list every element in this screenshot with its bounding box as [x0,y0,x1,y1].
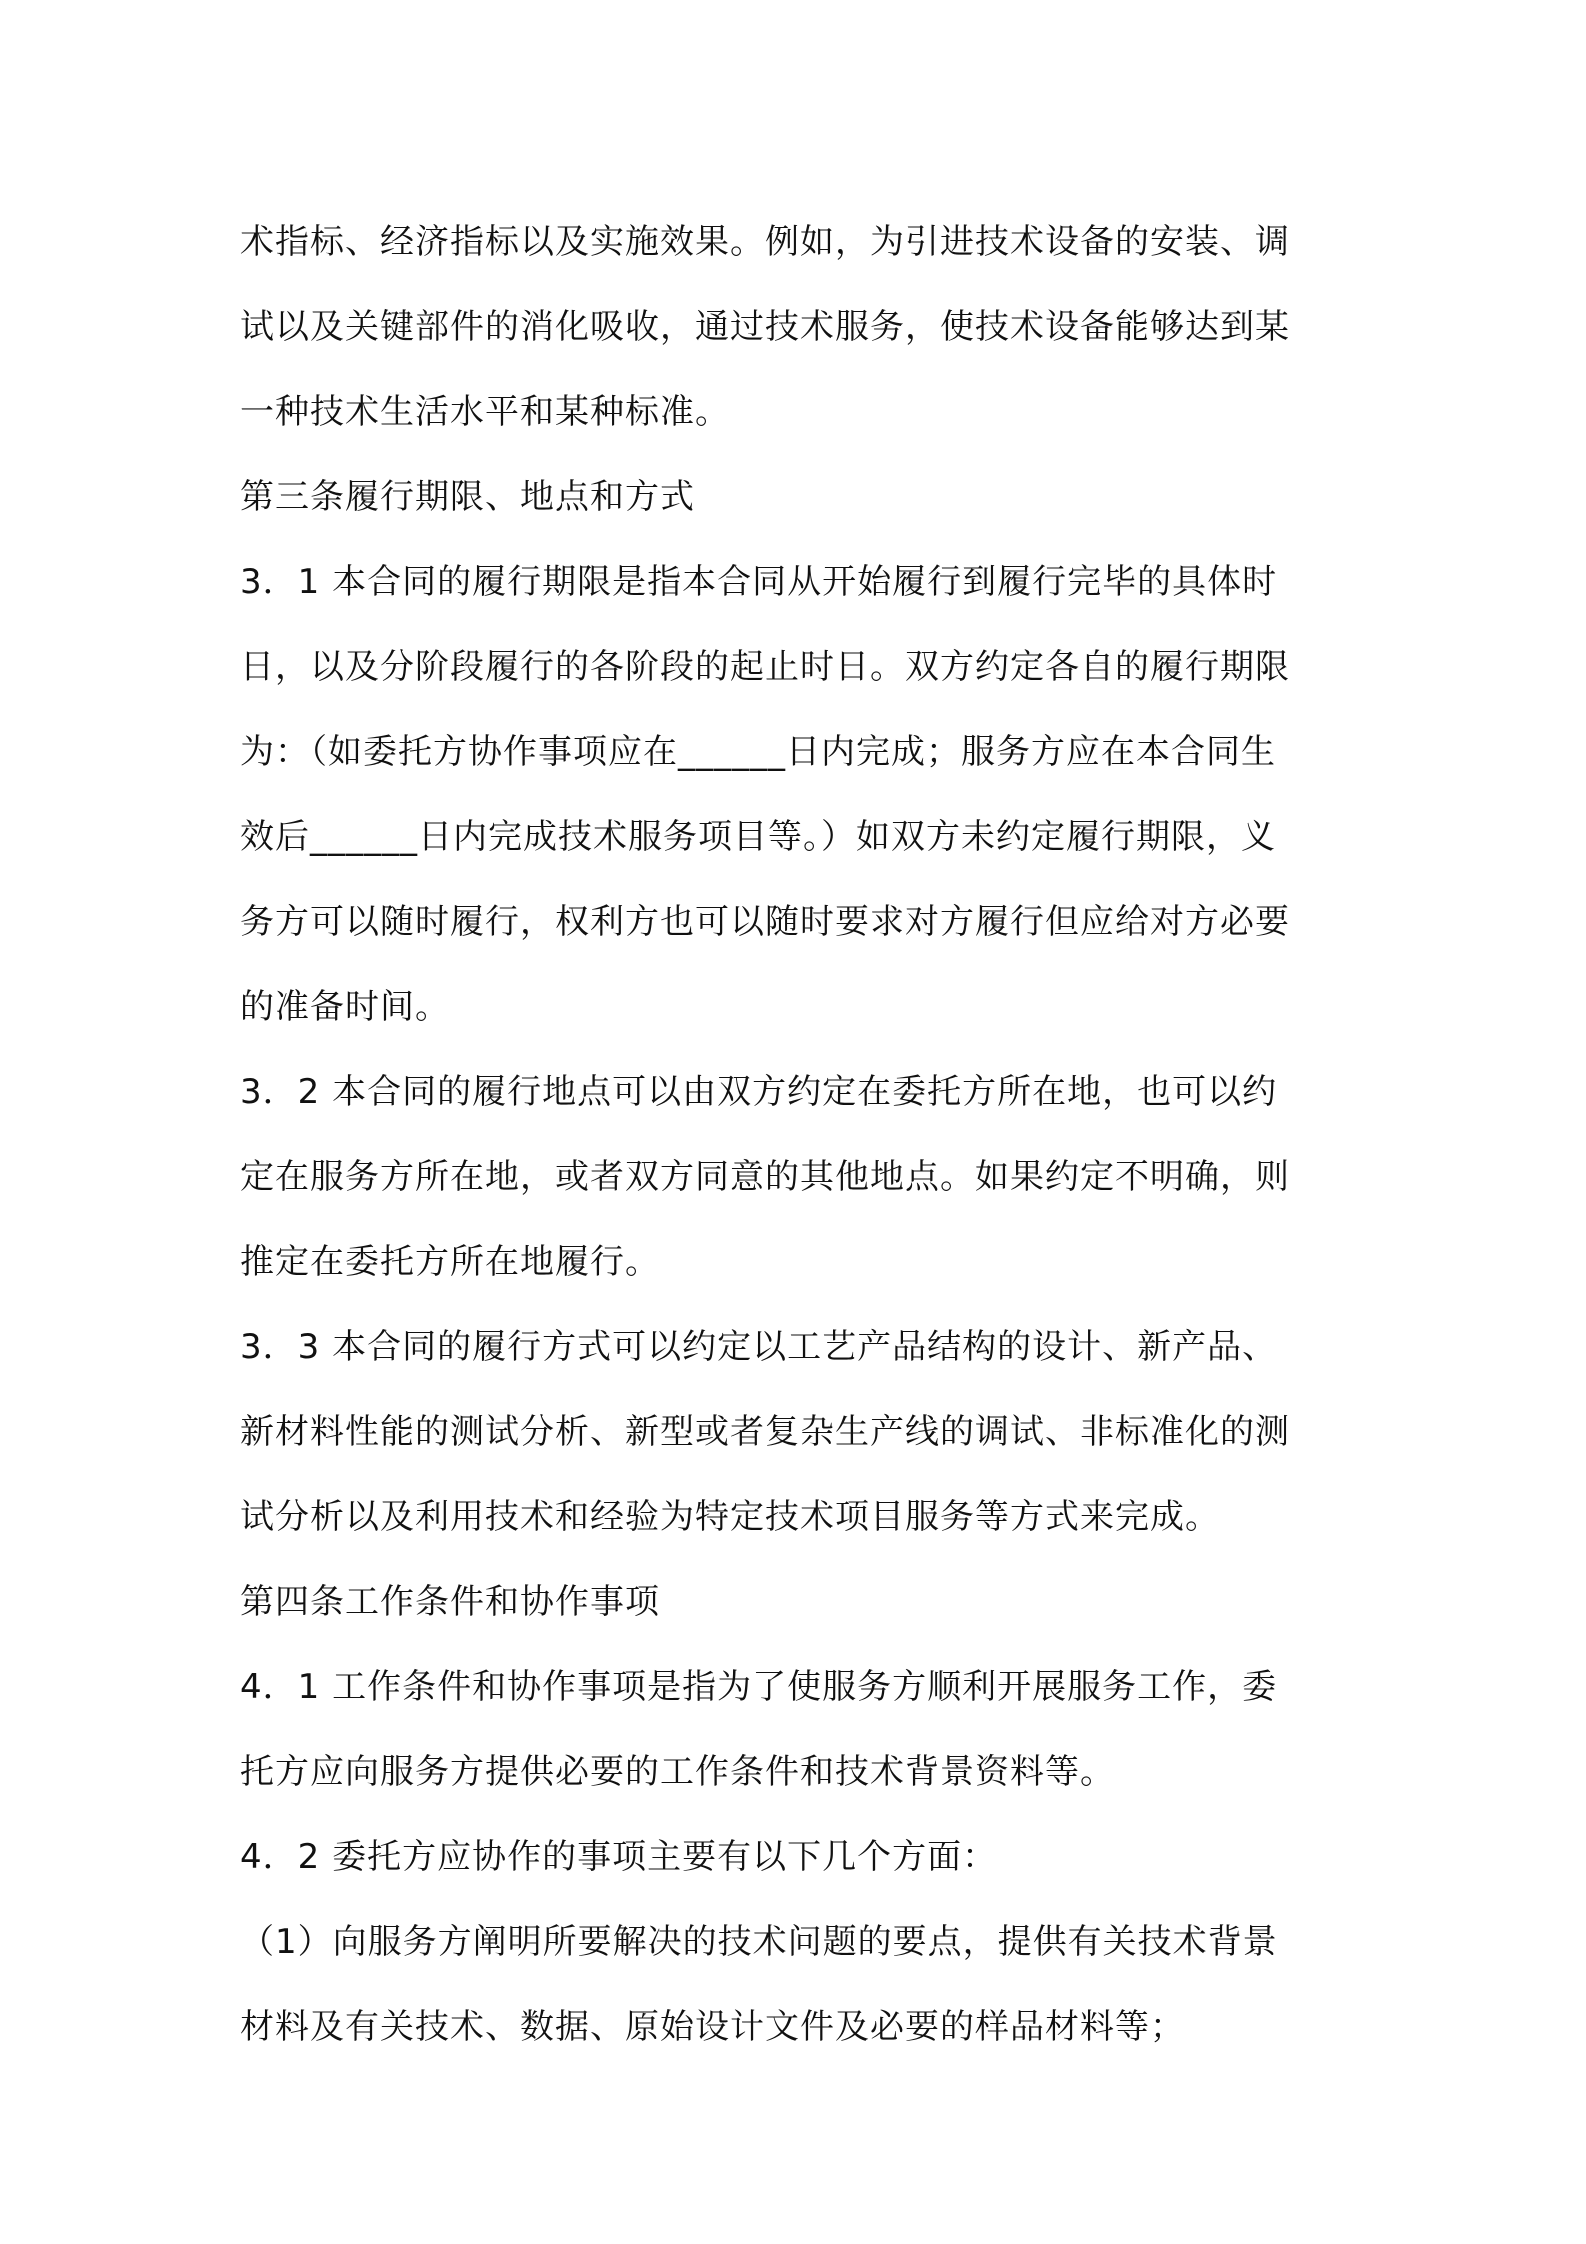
clause-3-1-line: 务方可以随时履行，权利方也可以随时要求对方履行但应给对方必要 [240,902,1290,942]
clause-3-2-line: 推定在委托方所在地履行。 [240,1242,660,1282]
section-heading-article-4: 第四条工作条件和协作事项 [240,1582,660,1622]
clause-3-1-line: 为：（如委托方协作事项应在______日内完成；服务方应在本合同生 [240,732,1276,772]
clause-3-1-line: 的准备时间。 [240,987,450,1027]
text-line: 试以及关键部件的消化吸收，通过技术服务，使技术设备能够达到某 [240,307,1290,347]
clause-4-2-line: 4．2 委托方应协作的事项主要有以下几个方面： [240,1837,998,1877]
clause-3-2-line: 3．2 本合同的履行地点可以由双方约定在委托方所在地，也可以约 [240,1072,1278,1112]
clause-3-1-line: 3．1 本合同的履行期限是指本合同从开始履行到履行完毕的具体时 [240,562,1278,602]
clause-3-1-line: 日，以及分阶段履行的各阶段的起止时日。双方约定各自的履行期限 [240,647,1290,687]
clause-3-3-line: 试分析以及利用技术和经验为特定技术项目服务等方式来完成。 [240,1497,1220,1537]
clause-3-3-line: 新材料性能的测试分析、新型或者复杂生产线的调试、非标准化的测 [240,1412,1290,1452]
list-item-1-line: （1）向服务方阐明所要解决的技术问题的要点，提供有关技术背景 [240,1922,1278,1962]
clause-3-1-line: 效后______日内完成技术服务项目等。）如双方未约定履行期限，义 [240,817,1276,857]
text-line: 一种技术生活水平和某种标准。 [240,392,730,432]
section-heading-article-3: 第三条履行期限、地点和方式 [240,477,695,517]
clause-4-1-line: 托方应向服务方提供必要的工作条件和技术背景资料等。 [240,1752,1115,1792]
text-line: 术指标、经济指标以及实施效果。例如，为引进技术设备的安装、调 [240,222,1290,262]
list-item-1-line: 材料及有关技术、数据、原始设计文件及必要的样品材料等； [240,2007,1185,2047]
contract-body-text [240,200,1360,2070]
clause-3-3-line: 3．3 本合同的履行方式可以约定以工艺产品结构的设计、新产品、 [240,1327,1278,1367]
clause-3-2-line: 定在服务方所在地，或者双方同意的其他地点。如果约定不明确，则 [240,1157,1290,1197]
clause-4-1-line: 4．1 工作条件和协作事项是指为了使服务方顺利开展服务工作，委 [240,1667,1278,1707]
